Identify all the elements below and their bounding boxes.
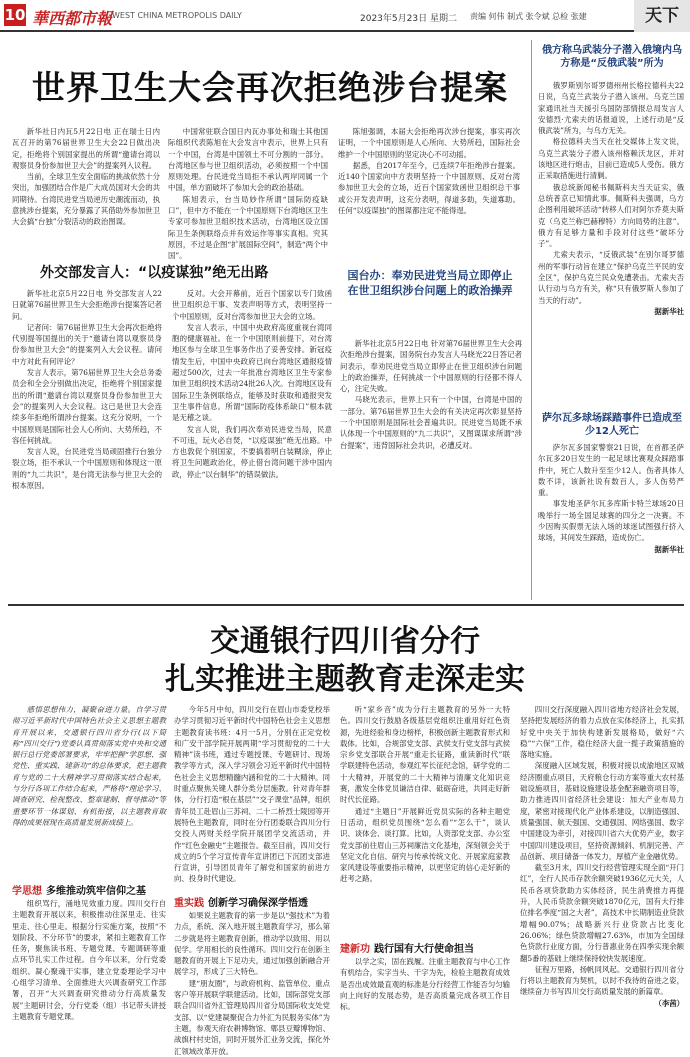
article4-headline-line2: 扎实推进主题教育走深走实 (165, 662, 525, 697)
article4-para: 如果说主题教育的第一步是以“强技术”为着力点，系统、深入地开展主题教育学习，那么第二步就是将主题教育创新，推动学以致用、用以促学。学用相长的良性循环。四川交行在创新主题教育的开展上下足功夫，通过加强创新融合开展学习，形成了三大特色。 (174, 911, 330, 977)
sidebar2-para: 萨尔瓦多国家警察21日说，在首都圣萨尔瓦多20日发生的一起足球比赛观众踩踏事件中，死亡人数升至至少12人。伤者具体人数不详，该新社说有数百人，多人伤势严重。 (538, 443, 684, 498)
article4-credit: （李茜） (654, 998, 684, 1008)
article1-para: 新华社日内瓦5月22日电 正在瑞士日内瓦召开的第76届世界卫生大会22日做出决定，拒绝将个别国家提出的所谓“邀请台湾以观察员身份参加世卫大会”的提案列入议程。 (12, 127, 160, 170)
article4-para: 今年5月中旬，四川交行在眉山市委党校举办学习贯彻习近平新时代中国特色社会主义思想主题教育读书班：4月一5月，分别在正定党校和广安干部学院开展两期“学习贯彻党的二十大精神”读书班，通过专题授课、专题研讨、现场教学等方式，深入学习领会习近平新时代中国特色社会主义思想精髓内涵和党的二十大精神。同时重点聚焦关键人群分类分层施教。针对青年群体，分行打造“根在基层”“交子课堂”品牌，组织青年员工赴眉山三苏祠、二十二桥烈士陵园等开展特色主题教育，同时在分行团委联合四川分行交投人两财关经学院开展团学交流活动，并作“红色金融史”主题报告。截至目前，四川交行成立的5个学习宣传青年宣讲团已下沉团支部进行宣讲，引导团员青年了解党和国家的前进方向、投身时代建设。 (174, 705, 330, 884)
sidebar2-credit: 据新华社 (654, 544, 684, 554)
article3-para: 新华社北京5月22日电 针对第76届世界卫生大会再次拒绝涉台提案，国务院台办发言人马晓光22日答记者问表示，奉劝民进党当局立即停止在世卫组织涉台问题上的政治操弄，任何挑战一个中国原则的行径都不得人心，注定失败。 (340, 339, 522, 394)
section-divider (8, 604, 684, 606)
article4-kicker2 (174, 894, 308, 909)
article4-kicker1 (12, 882, 146, 897)
kicker-tag: 建新功 (340, 944, 370, 955)
issue-date: 2023年5月23日 星期二 (360, 14, 457, 24)
article2-col1 (12, 288, 162, 596)
article4-kicker3 (340, 940, 474, 955)
sidebar1-credit: 据新华社 (654, 306, 684, 316)
sidebar1-para: 尤索夫表示，“反俄武装”在别尔哥罗德州的军事行动旨在建立“保护乌克兰平民的安全区”，保护乌克兰民众免遭袭击。尤索夫否认行动与乌方有关，称“只有俄罗斯人参加了当天的行动”。 (538, 250, 684, 305)
article4-para: 建“朋友圈”，与政府机构、监管单位、重点客户等开展联学联建活动。比如，国际部党支部联合四川省外汇管理局四川省分局国际收支处党支部、以“党建凝聚促合力外汇为民服务实体”为主题，参观天府农耕博物馆、郫县豆瓣博物馆、战旗村村史馆，同时开展外汇业务交流，探化外汇领域改革开放。 (174, 978, 330, 1056)
article2-para: 新华社北京5月22日电 外交部发言人22日就第76届世界卫生大会拒绝涉台提案答记者问。 (12, 289, 162, 321)
article4-para: 四川交行深度融入四川省地方经济社会发展，坚持把发展经济的着力点放在实体经济上，扎实抓好党中央关于加快构建新发展格局，做好“六稳”“六保”工作，稳住经济大盘一揽子政策措施的落地实施。 (520, 705, 684, 760)
paper-name-logo: 華西都市報 (32, 9, 113, 28)
article4-col3 (340, 704, 510, 936)
editor-credits: 责编 何伟 制式 张令斌 总检 张建 (470, 12, 587, 21)
article1-col3 (338, 126, 520, 254)
sidebar2-body (538, 442, 684, 600)
sidebar2-headline: 萨尔瓦多球场踩踏事件已造成至少12人死亡 (542, 413, 682, 437)
kicker-tag: 重实践 (174, 898, 204, 909)
kicker-title: 创新学习确保深学悟透 (208, 898, 308, 909)
page-number: 10 (4, 6, 26, 24)
article4-col2b (174, 910, 330, 1056)
sidebar1-headline: 俄方称乌武装分子潜入俄境内乌方称是“反俄武装”所为 (542, 45, 682, 69)
article4-para: 以学之实，固在践履。注重主题教育与中心工作有机结合，实字当头、干字为先，检验主题教育成效是否出成效最直观的标准是分行经营工作能否匀匀输向上向好的发展态势，是否高质量完成各项工作目标。 (340, 957, 511, 1012)
masthead (0, 0, 690, 32)
sidebar2-para: 事发地圣萨尔瓦多库斯卡特兰球场20日晚举行一场全国足球赛的四分之一决赛。不少因购买假票无法入场的球迷试图强行挤入球场，其间发生踩踏，造成伤亡。 (538, 499, 684, 543)
article3-para: 马晓光表示，世界上只有一个中国，台湾是中国的一部分。第76届世界卫生大会的有关决定再次彰显坚持一个中国原则是国际社会普遍共识。民进党当局既不承认体现一个中国原则的“九二共识”，又图谋谋求所谓“涉台提案”，违背国际社会共识，必遭反对。 (340, 395, 522, 450)
article2-para: 记者问：第76届世界卫生大会再次拒绝将代别提等国提出的关于“邀请台湾以观察员身份参加世卫大会”的提案列入大会议程。请问中方对此有何评论？ (12, 322, 162, 366)
article1-col1 (12, 126, 160, 254)
article1-para: 陈旭强调，本届大会拒绝再次涉台提案，事实再次证明，一个中国原则是人心所向、大势所趋，国际社会维护一个中国原则的坚定决心不可动摇。 (338, 127, 520, 159)
article2-para: 发言人表示，中国中央政府高度重视台湾同胞的健康福祉。在一个中国原则前提下，对台湾地区参与全球卫生事务作出了妥善安排。新冠疫情发生后，中国中央政府已向台湾地区通报疫情超过500次，过去一年批准台湾地区卫生专家参加世卫组织技术活动24批26人次。台湾地区设有国际卫生条例联络点，能够及时获取和通报突发卫生事件信息。所谓“国际防疫体系缺口”根本就是无稽之谈。 (172, 322, 332, 423)
kicker-title: 多维推动筑牢信仰之基 (46, 886, 146, 897)
article4-col4 (520, 704, 684, 1046)
article4-col1 (12, 898, 166, 1046)
article1-para: 陈旭表示，台当局妙作所谓“国际防疫缺口”，但中方不能在一个中国原则下台湾地区卫生专家可参加世卫组织技术活动，台湾地区设立国际卫生条例联络点并有效运作等事实真相。究其原因，不过是企图“扩展国际空间”，制造“两个中国”。 (168, 194, 328, 261)
article2-para: 发言人表示，第76届世界卫生大会总务委员会和全会分别做出决定，拒绝将个别国家提出的所谓“邀请台湾以观察员身份参加世卫大会”的提案列入大会议程。这已是世卫大会连续多年拒绝所谓涉台提案。这充分说明，一个中国原则是国际社会人心所向、大势所趋，不容任何挑战。 (12, 368, 162, 445)
article3-body (340, 338, 522, 596)
sidebar1-para: 俄总统新闻秘书佩斯科夫当天证实，俄总统普京已知情此事。佩斯科夫强调，乌方企图利用破坏活动“转移人们对阿尔乔莫夫斯克（乌克兰称巴赫穆特）方向局势的注意”。俄方有足够力量和手段对付这些“破坏分子”。 (538, 182, 684, 249)
article2-para: 发言人说，我们再次奉劝民进党当局，民意不可违，玩火必自焚，“以疫谋独”绝无出路。中方也敦促个别国家，不要搞着明白装糊涂，停止将卫生问题政治化，停止借台湾问题干涉中国内政，停止“以台制华”的错误做法。 (172, 424, 332, 479)
article4-para: 通过“主题日”开展鲜近党员实际的各种主题党日活动，组织党员围绕“怎么看”“怎么干”，谈认识、谈体会、谈打算。比如，人资部党支部、办公室党支部前往眉山三苏祠廉洁文化基地，深刻领会关于坚定文化自信、研究与传承传统文化、开展家庭家教家风建设等重要指示精神，以更坚定的信心走好新的赶考之路。 (340, 806, 510, 884)
article2-headline: 外交部发言人：“以疫谋独”绝无出路 (40, 265, 269, 281)
sidebar1-para: 格拉德科夫当天在社交媒体上发文说，乌克兰武装分子潜入该州格赖沃龙区，并对该地区进行炮击，目前已造成5人受伤。俄方正采取措施进行清剿。 (538, 137, 684, 181)
article4-para: 深度融入区域发展，积极对接以成渝地区双城经济圈重点项目，天府粮仓行动方案等重大农村基础设施项目，基础设施建设基金配套融资项目等，助力推进四川省经济社会建设：加大产业布局力度，紧密对接现代化产业体系建设，以制造强国、质量强国、航天强国、交通强国、网络强国、数字中国建设为牵引，对接四川省六大优势产业，数字中国四川建设项目，坚持资源倾斜、机制完善、产品创新、项目储备一体发力，厚植产业金融优势。 (520, 761, 684, 861)
article4-intro (12, 704, 166, 876)
article4-para: 组织骂行，涌地见效重力度。四川交行自主题教育开展以来，积极推动往深里走、往实里走、往心里走。根据分行实施方案，按照“不划阶段、不分环节”的要求，紧扣主题教育工作任务，聚焦读书班、专题党课、专题调研等重点环节扎实工作过程。自今年以来，分行党委组织、凝心聚魂干实事，建立党委理论学习中心组学习清单、全面推进大兴调查研究工作部署，召开“大兴调查研究推动分行高质量发展”主题研讨会，分行党委（组）书记带头讲授主题教育专题党课。 (12, 899, 166, 1021)
article4-para: 截至3月末，四川交行经营管理实现全面“开门红”，全行人民币存款余额突破1936亿元大关，人民币各项贷款助力实体经济，民生消费推力再提升，人民币贷款余额突破1870亿元，国有大行排位排名季度“国之大者”，高技术中长期制造业贷款增幅90.07%；战略新兴行业贷款占比变化26.06%；绿色贷款增幅27.63%，市加为全国绿色贷款行业度方面，分行普惠业务在四季实现余额翻5番的基础上继续保持较快发展速度。 (520, 863, 684, 963)
section-label: 天下 (634, 0, 690, 32)
kicker-title: 践行国有大行使命担当 (374, 944, 474, 955)
sidebar1-para: 俄罗斯别尔哥罗德州州长格拉德科夫22日说，乌克兰武装分子潜入该州。乌克兰国家通讯社当天援引乌国防部情报总局发言人安德烈·尤索夫的话报道说，上述行动是“反俄武装”所为，与乌方无关。 (538, 81, 684, 136)
article2-para: 发言人说，台民进党当局顽固推行台独分裂立场，拒不承认一个中国原则和体现这一原则的“九二共识”，是台湾无法参与世卫大会的根本原因。 (12, 447, 162, 491)
article4-para: 征程万里路，扬帆同风起。交通银行四川省分行将以主题教育为契机，以时不我待的奋进之姿，继续奋力书写四川交行高质量发展的新篇章。 (520, 964, 684, 997)
article2-para: 反对。大会开幕前，近百个国家以专门致函世卫组织总干事、发表声明等方式，表明坚持一个中国原则，反对台湾参加世卫大会的立场。 (172, 289, 332, 321)
article1-headline: 世界卫生大会再次拒绝涉台提案 (32, 68, 508, 107)
article3-headline: 国台办：奉劝民进党当局立即停止在世卫组织涉台问题上的政治操弄 (347, 269, 513, 297)
article4-col3b (340, 956, 510, 1046)
kicker-tag: 学思想 (12, 886, 42, 897)
article1-para: 中国常驻联合国日内瓦办事处和瑞士其他国际组织代表陈旭在大会发言中表示，世界上只有一个中国，台湾是中国领土不可分割的一部分。台湾地区参与世卫组织活动，必须按照一个中国原则处理。台民进党当局拒不承认两岸同属一个中国，单方面破坏了参加大会的政治基础。 (168, 127, 328, 193)
article4-headline-line1: 交通银行四川省分行 (210, 624, 480, 659)
article4-col2 (174, 704, 330, 890)
article4-para: 听“家乡音”成为分行主题教育的另外一大特色。四川交行鼓励各级基层党组织注重用好红色资源，先进经验和身边榜样，积极创新主题教育形式和载体。比如，合规部党支部、武侯支行党支部与武侯宗乡党支部联合开展“重走长征路，重读新时代”联学联建特色活动，参观红军长征纪念馆，研学党的二十大精神，开展党的二十大精神与清廉文化知识竞赛，激发全体党员谦洁自律、砥砺奋进，共同走好新时代长征路。 (340, 705, 510, 805)
article1-para: 当前，全球卫生安全面临的挑战依然十分突出，加强团结合作是广大成员国对大会的共同期待。台湾民进党当局逆历史潮流而动，执意挑涉台提案，充分暴露了其借助外参加世卫大会搞“台独”分裂活动的政治图谋。 (12, 172, 160, 227)
paper-name-en: WEST CHINA METROPOLIS DAILY (112, 11, 242, 20)
column-divider (531, 40, 532, 600)
sidebar1-body (538, 80, 684, 400)
article2-col2 (172, 288, 332, 596)
article1-col2 (168, 126, 328, 261)
article4-intro-para: 感悟思想伟力，凝聚奋进力量。自学习贯彻习近平新时代中国特色社会主义思想主题教育开展以来，交通银行四川省分行(以下简称“四川交行”)党委认真贯彻落实党中央和交通银行总行党委部署要求，牢牢把握“学思想、强党性、重实践、建新功”的总体要求，把主题教育与党的二十大精神学习贯彻落实结合起来，与分行各项工作结合起来，严格将“理论学习、调查研究、检视整改、整章建制、督导推动”等重要环节一体谋划、有机衔接，以主题教育取得的成果展现在高质量发展新成绩上。 (12, 705, 166, 827)
article1-para: 据悉，自2017年至今，已连续7年拒绝涉台提案。近140个国家向中方表明坚持一个中国原则、反对台湾参加世卫大会的立场，近百个国家致函世卫组织总干事或公开发表声明，这充分表明，得道多助，失道寡助。任何“以疫谋独”的图谋都注定不能得逞。 (338, 160, 520, 216)
